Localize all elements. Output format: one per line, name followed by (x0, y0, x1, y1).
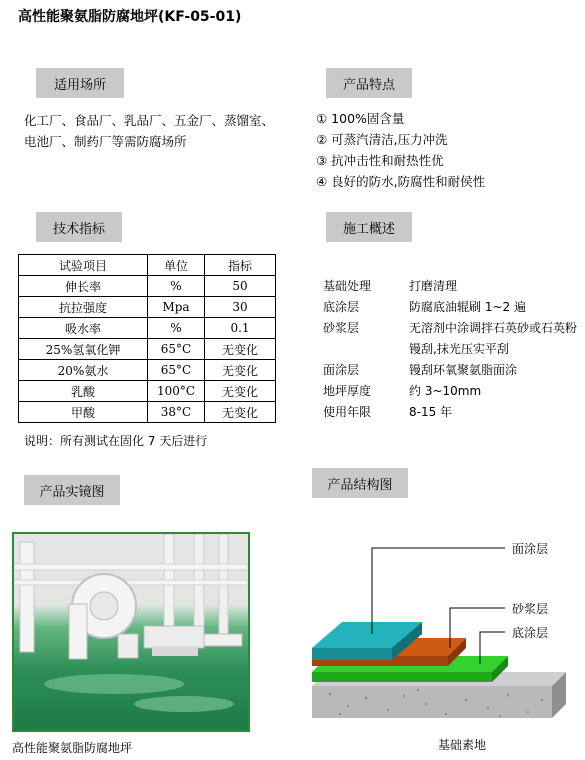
section-header-features: 产品特点 (326, 68, 412, 98)
table-cell: 无变化 (205, 402, 276, 423)
table-cell: 100°C (148, 381, 205, 402)
application-line-1: 化工厂、食品厂、乳品厂、五金厂、蒸馏室、 (24, 113, 275, 128)
construction-step: 地坪厚度 (323, 384, 372, 398)
construction-step: 底涂层 (323, 300, 360, 314)
section-header-specs: 技术指标 (36, 212, 122, 242)
table-cell: 抗拉强度 (19, 297, 148, 318)
primer-layer-front (312, 672, 492, 682)
table-header: 单位 (148, 255, 205, 276)
photo-caption: 高性能聚氨脂防腐地坪 (12, 741, 133, 755)
construction-step: 基础处理 (323, 279, 372, 293)
construction-step: 砂浆层 (323, 321, 360, 335)
construction-row (323, 297, 585, 318)
factory-floor-illustration (14, 534, 248, 730)
section-header-construction: 施工概述 (326, 212, 412, 242)
table-cell: 25%氢氧化钾 (19, 339, 148, 360)
table-row (19, 339, 276, 360)
spec-table (18, 254, 276, 423)
feature-item: ① 100%固含量 (316, 111, 405, 126)
label-mortar: 砂浆层 (512, 602, 549, 616)
table-header-row (19, 255, 276, 276)
construction-desc: 打磨清理 (409, 279, 458, 293)
table-row (19, 318, 276, 339)
table-cell: 65°C (148, 339, 205, 360)
table-row (19, 402, 276, 423)
leader-line-top (372, 548, 505, 634)
table-row (19, 360, 276, 381)
section-header-application: 适用场所 (36, 68, 124, 98)
base-layer-front (312, 686, 552, 718)
construction-row (323, 360, 585, 381)
table-cell: 无变化 (205, 360, 276, 381)
label-base: 基础素地 (438, 738, 487, 752)
spec-note: 说明：所有测试在固化 7 天后进行 (24, 434, 208, 448)
construction-row (323, 318, 585, 360)
label-top-coat: 面涂层 (512, 542, 549, 556)
table-row (19, 297, 276, 318)
table-cell: 伸长率 (19, 276, 148, 297)
table-cell: 甲酸 (19, 402, 148, 423)
section-header-structure: 产品结构图 (312, 468, 408, 498)
table-cell: 乳酸 (19, 381, 148, 402)
application-line-2: 电池厂、制药厂等需防腐场所 (24, 134, 187, 149)
table-header: 指标 (205, 255, 276, 276)
table-cell: % (148, 276, 205, 297)
construction-step: 面涂层 (323, 363, 360, 377)
label-primer: 底涂层 (512, 626, 549, 640)
table-cell: 30 (205, 297, 276, 318)
table-cell: % (148, 318, 205, 339)
construction-desc: 镘刮环氧聚氨脂面涂 (409, 363, 518, 377)
construction-desc: 约 3~10mm (409, 384, 482, 398)
table-header: 试验项目 (19, 255, 148, 276)
construction-desc: 防腐底油辊刷 1~2 遍 (409, 300, 526, 314)
construction-list (323, 276, 585, 423)
table-cell: 20%氨水 (19, 360, 148, 381)
section-header-photo: 产品实镜图 (24, 475, 120, 505)
construction-row (323, 381, 585, 402)
construction-desc: 无溶剂中涂调拌石英砂或石英粉镘刮,抹光压实平刮 (409, 321, 578, 356)
table-cell: 0.1 (205, 318, 276, 339)
table-cell: 38°C (148, 402, 205, 423)
table-cell: 50 (205, 276, 276, 297)
feature-item: ② 可蒸汽清洁,压力冲洗 (316, 132, 448, 147)
feature-item: ④ 良好的防水,防腐性和耐侯性 (316, 174, 486, 189)
construction-desc: 8-15 年 (409, 405, 453, 419)
table-cell: 65°C (148, 360, 205, 381)
table-cell: 吸水率 (19, 318, 148, 339)
table-cell: 无变化 (205, 339, 276, 360)
product-photo (12, 532, 250, 732)
construction-row (323, 276, 585, 297)
top-coat-front (312, 648, 392, 660)
feature-item: ③ 抗冲击性和耐热性优 (316, 153, 444, 168)
construction-step: 使用年限 (323, 405, 372, 419)
table-row (19, 381, 276, 402)
table-cell: Mpa (148, 297, 205, 318)
construction-row (323, 402, 585, 423)
page-title: 高性能聚氨脂防腐地坪(KF-05-01) (18, 9, 242, 25)
table-cell: 无变化 (205, 381, 276, 402)
table-row (19, 276, 276, 297)
